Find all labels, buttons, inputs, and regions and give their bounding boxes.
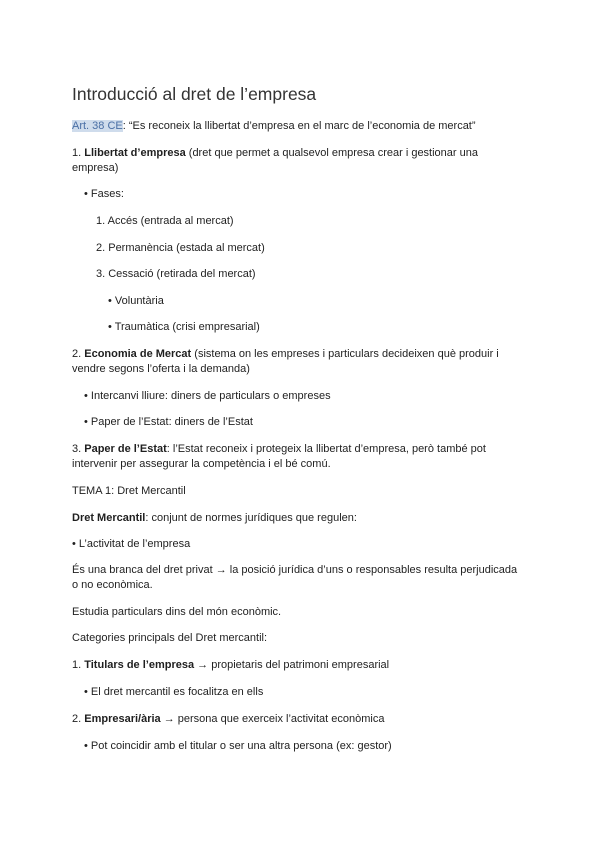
- category-2-heading: [72, 711, 384, 728]
- article-line: [72, 118, 476, 135]
- branca-paragraph-cont: o no econòmica.: [72, 579, 153, 591]
- category-2-bullet: • Pot coincidir amb el titular o ser una altra persona (ex: gestor): [84, 740, 392, 752]
- section-1-desc: (dret que permet a qualsevol empresa crear i gestionar una: [185, 147, 478, 159]
- section-2-title: Economia de Mercat: [84, 348, 192, 360]
- category-2-title: Empresari/ària: [84, 713, 161, 725]
- article-reference: Art. 38 CE: [72, 120, 123, 132]
- fase-item: 2. Permanència (estada al mercat): [96, 242, 265, 254]
- definition-line: [72, 510, 357, 527]
- fase-item: 3. Cessació (retirada del mercat): [96, 268, 256, 280]
- definition-bullet: • L’activitat de l’empresa: [72, 538, 191, 550]
- category-1-heading: [72, 657, 389, 674]
- section-2-desc: (sistema on les empreses i particulars decideixen què produir i: [191, 348, 499, 360]
- definition-text: : conjunt de normes jurídiques que regulen:: [145, 512, 357, 524]
- section-3-desc-cont: intervenir per assegurar la competència i el bé comú.: [72, 458, 331, 470]
- category-2-desc: → persona que exerceix l’activitat econòmica: [160, 713, 385, 725]
- page-title: Introducció al dret de l’empresa: [72, 84, 317, 104]
- category-1-desc: → propietaris del patrimoni empresarial: [194, 659, 390, 671]
- tema-heading: TEMA 1: Dret Mercantil: [72, 485, 186, 497]
- article-separator: :: [122, 120, 129, 132]
- cessacio-subitem: • Traumàtica (crisi empresarial): [108, 321, 260, 333]
- section-2-number: 2.: [72, 348, 85, 360]
- definition-term: Dret Mercantil: [72, 512, 146, 524]
- categories-heading: Categories principals del Dret mercantil:: [72, 632, 268, 644]
- section-1-heading: [72, 145, 478, 162]
- section-3-title: Paper de l’Estat: [84, 443, 167, 455]
- section-2-bullet: • Intercanvi lliure: diners de particulars o empreses: [84, 390, 331, 402]
- section-1-desc-cont: empresa): [72, 162, 119, 174]
- fases-bullet: • Fases:: [84, 188, 124, 200]
- cessacio-subitem: • Voluntària: [108, 295, 164, 307]
- section-2-bullet: • Paper de l’Estat: diners de l’Estat: [84, 416, 253, 428]
- category-1-bullet: • El dret mercantil es focalitza en ells: [84, 686, 264, 698]
- category-2-number: 2.: [72, 713, 85, 725]
- category-1-number: 1.: [72, 659, 85, 671]
- section-1-title: Llibertat d’empresa: [84, 147, 186, 159]
- section-1-number: 1.: [72, 147, 85, 159]
- estudia-paragraph: Estudia particulars dins del món econòmic.: [72, 606, 282, 618]
- category-1-title: Titulars de l’empresa: [84, 659, 195, 671]
- fase-item: 1. Accés (entrada al mercat): [96, 215, 234, 227]
- section-3-number: 3.: [72, 443, 85, 455]
- section-3-desc: : l’Estat reconeix i protegeix la llibertat d’empresa, però també pot: [166, 443, 486, 455]
- article-quote: “Es reconeix la llibertat d’empresa en el marc de l’economia de mercat”: [128, 120, 476, 132]
- section-2-desc-cont: vendre segons l’oferta i la demanda): [72, 363, 250, 375]
- branca-paragraph: És una branca del dret privat → la posició jurídica d’uns o responsables resulta perjudicada: [72, 564, 518, 576]
